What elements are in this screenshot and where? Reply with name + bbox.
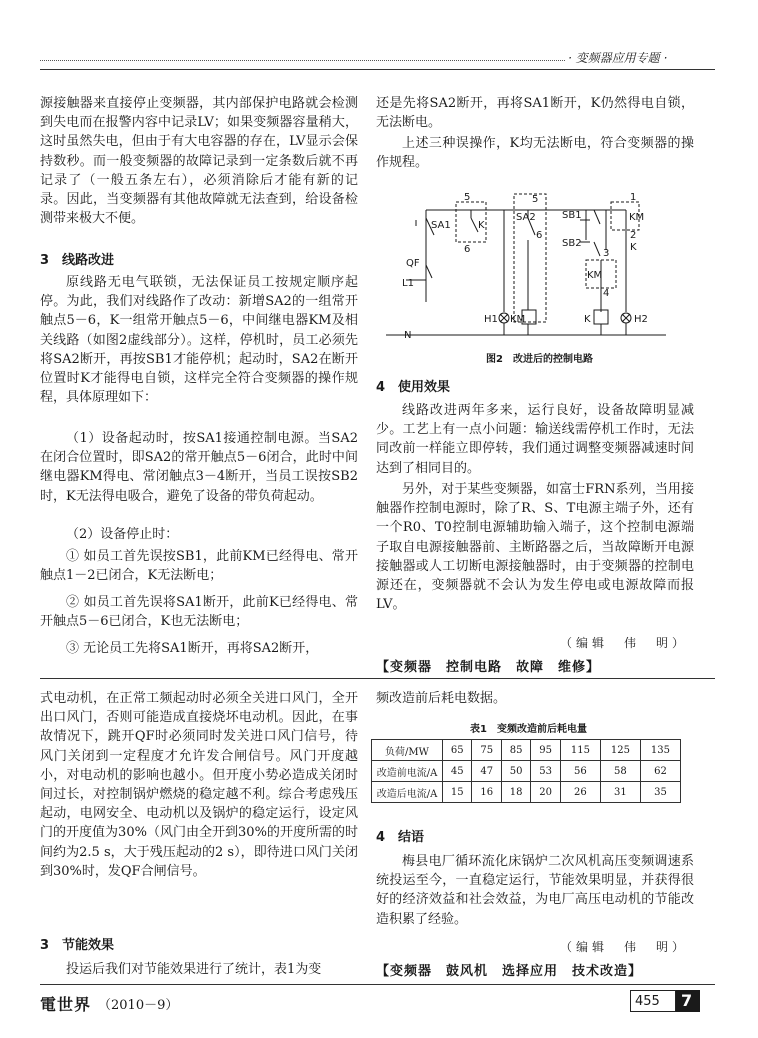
diagram-label: 5 — [464, 192, 471, 203]
paragraph: 源接触器来直接停止变频器，其内部保护电路就会检测到失电而在报警内容中记录LV；如果变频器容量稍大，这时虽然失电，但由于有大电容器的存在，LV显示会保持数秒。而一般变频器的故障记录到一定条数后就不再记录了（一般五条左右），必须消除后才能有新的记录。因此，当变频器有其他故障就无法查到，给设备检测带来极大不便。 — [40, 96, 358, 227]
paragraph: 频改造前后耗电数据。 — [376, 691, 507, 706]
diagram-label: SB1 — [562, 210, 582, 221]
footer-rule — [40, 984, 715, 985]
keywords: 【变频器 鼓风机 选择应用 技术改造】 — [376, 964, 643, 979]
table-row — [372, 782, 681, 803]
journal-issue: （2010－9） — [98, 998, 179, 1013]
paragraph: 原线路无电气联锁，无法保证员工按规定顺序起停。为此，我们对线路作了改动：新增SA2的一组常开触点5－6，K一组常开触点5－6，中间继电器KM及相关线路（如图2虚线部分）。这样，停机时，员工必须先将SA2断开，再按SB1才能停机；起动时，SA2在断开位置时K才能得电自锁，这样完全符合变频器的操作规程，具体原理如下： — [40, 275, 358, 406]
page-header — [0, 40, 758, 70]
paragraph: ② 如员工首先误将SA1断开，此前K已经得电、常开触点5－6已闭合，K也无法断电； — [40, 595, 358, 630]
section-divider — [40, 678, 715, 679]
paragraph: 还是先将SA2断开，再将SA1断开，K仍然得电自锁，无法断电。 — [376, 96, 694, 131]
diagram-label: K — [478, 220, 485, 231]
table-row — [372, 740, 681, 761]
paragraph: 式电动机，在正常工频起动时必须全关进口风门，全开出口风门，否则可能造成直接烧坏电动机。因此，在事故情况下，跳开QF时必须同时发关进口风门信号，待风门关闭到一定程度才允许发合闸信号。风门开度越小，对电动机的影响也越小。但开度小势必造成关闭时间过长，对控制锅炉燃烧的稳定越不利。综合考虑残压起动，电网安全、电动机以及锅炉的稳定运行，设定风门的开度值为30%（风门由全开到30%的开度所需的时间约为2.5 s，大于残压起动的2 s），即待进口风门关闭到30%时，发QF合闸信号。 — [40, 691, 358, 879]
paragraph: （1）设备起动时，按SA1接通控制电源。当SA2在闭合位置时，即SA2的常开触点5－6闭合，此时中间继电器KM得电、常闭触点3－4断开，当员工误按SB2时，K无法得电吸合，避免了设备的带负荷起动。 — [40, 431, 358, 504]
section-heading: 4 使用效果 — [376, 380, 451, 395]
table-cell: 125 — [600, 740, 640, 761]
figure-caption: 图2 改进后的控制电路 — [486, 354, 593, 365]
diagram-label: H2 — [634, 314, 648, 325]
diagram-label: SA1 — [431, 220, 451, 231]
diagram-label: 6 — [536, 230, 543, 241]
diagram-label: SB2 — [562, 238, 582, 249]
diagram-label: K — [630, 242, 637, 253]
table-cell: 15 — [443, 782, 472, 803]
section-number-tab — [676, 990, 700, 1012]
table-cell: 53 — [531, 761, 560, 782]
table-cell: 31 — [600, 782, 640, 803]
diagram-label: 2 — [630, 230, 637, 241]
table-cell: 47 — [472, 761, 501, 782]
table-cell: 20 — [531, 782, 560, 803]
diagram-label: 4 — [603, 288, 610, 299]
header-dotted-rule — [40, 60, 565, 61]
diagram-label: 3 — [603, 248, 610, 259]
section-heading: 3 节能效果 — [40, 938, 115, 953]
power-consumption-table — [371, 739, 681, 803]
table-cell: 负荷/MW — [372, 740, 443, 761]
diagram-label: L1 — [402, 278, 414, 289]
table-row — [372, 761, 681, 782]
section-number: 7 — [681, 991, 693, 1010]
control-circuit-diagram — [386, 180, 686, 350]
diagram-label: K — [584, 314, 591, 325]
table-cell: 65 — [443, 740, 472, 761]
diagram-label: KM — [629, 212, 645, 223]
editor-credit: （编辑 伟 明） — [560, 940, 689, 954]
table-cell: 16 — [472, 782, 501, 803]
table-cell: 26 — [560, 782, 600, 803]
diagram-label: QF — [406, 258, 420, 269]
section-heading: 4 结语 — [376, 830, 425, 845]
diagram-label: KM — [510, 314, 526, 325]
paragraph: ① 如员工首先误按SB1，此前KM已经得电、常开触点1－2已闭合，K无法断电； — [40, 549, 358, 584]
table-cell: 75 — [472, 740, 501, 761]
paragraph: 上述三种误操作，K均无法断电，符合变频器的操作规程。 — [376, 136, 694, 171]
keywords: 【变频器 控制电路 故障 维修】 — [376, 660, 601, 675]
table-cell: 35 — [640, 782, 680, 803]
diagram-label: 1 — [630, 192, 637, 203]
paragraph: 另外，对于某些变频器，如富士FRN系列，当用接触器作控制电源时，除了R、S、T电源主端子外，还有一个R0、T0控制电源辅助输入端子，这个控制电源端子取自电源接触器前、主断路器之后，当故障断开电源接触器或人工切断电源接触器时，由于变频器的控制电源还在，变频器就不会认为发生停电或电源故障而报LV。 — [376, 482, 694, 613]
table-cell: 45 — [443, 761, 472, 782]
diagram-label: KM — [587, 270, 603, 281]
table-caption: 表1 变频改造前后耗电量 — [470, 724, 587, 735]
header-rule — [40, 69, 715, 70]
diagram-label: 5 — [532, 194, 539, 205]
table-cell: 95 — [531, 740, 560, 761]
paragraph: ③ 无论员工先将SA1断开，再将SA2断开， — [66, 641, 319, 656]
table-cell: 135 — [640, 740, 680, 761]
editor-credit: （编辑 伟 明） — [560, 636, 689, 650]
paragraph: 梅县电厂循环流化床锅炉二次风机高压变频调速系统投运至今，一直稳定运行，节能效果明显，并获得很好的经济效益和社会效益，为电厂高压电动机的节能改造积累了经验。 — [376, 854, 694, 927]
table-cell: 改造前电流/A — [372, 761, 443, 782]
page-number: 455 — [635, 994, 660, 1009]
header-section-title: · 变频器应用专题 · — [568, 51, 668, 65]
table-cell: 50 — [501, 761, 530, 782]
table-cell: 115 — [560, 740, 600, 761]
table-cell: 85 — [501, 740, 530, 761]
table-cell: 18 — [501, 782, 530, 803]
section-heading: 3 线路改进 — [40, 253, 115, 268]
paragraph: 投运后我们对节能效果进行了统计，表1为变 — [66, 962, 322, 977]
paragraph: 线路改进两年多来，运行良好，设备故障明显减少。工艺上有一点小问题：输送线需停机工作时，无法同改前一样能立即停转，我们通过调整变频器减速时间达到了相同目的。 — [376, 403, 694, 476]
table-cell: 62 — [640, 761, 680, 782]
table-cell: 改造后电流/A — [372, 782, 443, 803]
diagram-label: 6 — [464, 244, 471, 255]
page-number-box — [630, 990, 676, 1012]
diagram-label: SA2 — [516, 212, 536, 223]
table-cell: 58 — [600, 761, 640, 782]
diagram-label: N — [404, 330, 412, 341]
paragraph: （2）设备停止时： — [66, 527, 179, 542]
diagram-label: H1 — [484, 314, 498, 325]
table-cell: 56 — [560, 761, 600, 782]
journal-name: 電世界 — [40, 995, 92, 1014]
